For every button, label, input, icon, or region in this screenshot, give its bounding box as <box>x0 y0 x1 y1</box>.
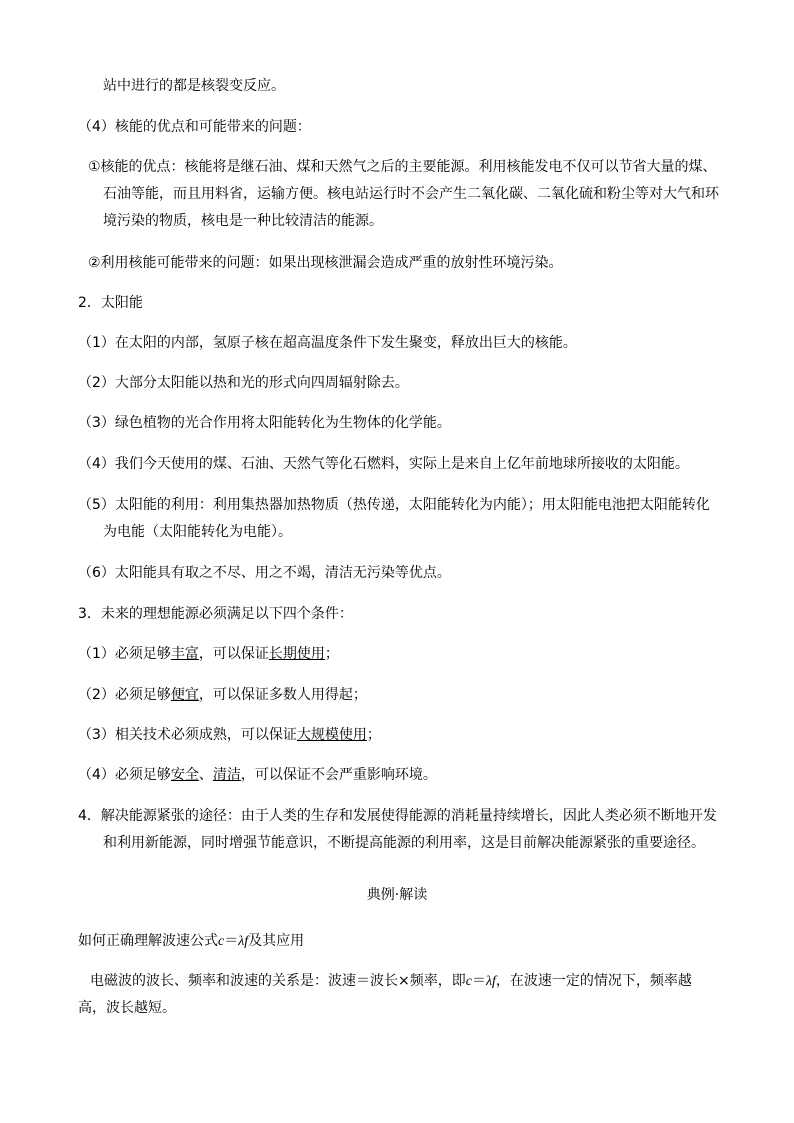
formula-symbol: c <box>465 974 472 989</box>
list-item: （1）在太阳的内部，氢原子核在超高温度条件下发生聚变，释放出巨大的核能。 <box>78 335 577 351</box>
text-line: ②利用核能可能带来的问题：如果出现核泄漏会造成严重的放射性环境污染。 <box>88 255 563 271</box>
text-line: 石油等能，而且用料省，运输方便。核电站运行时不会产生二氧化碳、二氧化硫和粉尘等对大气和环 <box>103 186 719 202</box>
list-item: （5）太阳能的利用：利用集热器加热物质（热传递，太阳能转化为内能）；用太阳能电池把太阳能转化 <box>78 497 710 513</box>
text-line: 为电能（太阳能转化为电能）。 <box>103 524 292 540</box>
formula-symbol: λf <box>485 974 496 989</box>
text-line: 电磁波的波长、频率和波速的关系是：波速＝波长×频率，即c＝λf，在波速一定的情况下，频率越 <box>90 973 692 989</box>
section-heading: 2．太阳能 <box>78 295 143 311</box>
text-line: ①核能的优点：核能将是继石油、煤和天然气之后的主要能源。利用核能发电不仅可以节省大量的煤、 <box>88 159 717 175</box>
text-line: 和利用新能源，同时增强节能意识，不断提高能源的利用率，这是目前解决能源紧张的重要途径。 <box>103 835 705 851</box>
formula-symbol: f <box>244 934 249 949</box>
list-item: （2）大部分太阳能以热和光的形式向四周辐射除去。 <box>78 375 409 391</box>
underlined-term: 大规模使用 <box>296 727 367 743</box>
list-item: （3）绿色植物的光合作用将太阳能转化为生物体的化学能。 <box>78 415 451 431</box>
section-heading: 4．解决能源紧张的途径：由于人类的生存和发展使得能源的消耗量持续增长，因此人类必须不断地开发 <box>78 808 717 824</box>
list-item: （4）我们今天使用的煤、石油、天然气等化石燃料，实际上是来自上亿年前地球所接收的太阳能。 <box>78 456 689 472</box>
underlined-term: 安全 <box>170 767 199 783</box>
formula-symbol: c <box>218 934 225 949</box>
list-item: （4）必须足够安全、清洁，可以保证不会严重影响环境。 <box>78 767 437 783</box>
list-item: （6）太阳能具有取之不尽、用之不竭，清洁无污染等优点。 <box>78 565 451 581</box>
list-item: （1）必须足够丰富，可以保证长期使用； <box>78 646 339 662</box>
underlined-term: 丰富 <box>170 646 199 662</box>
subsection-title: 如何正确理解波速公式c＝λf及其应用 <box>78 933 305 949</box>
text-line: 境污染的物质，核电是一种比较清洁的能源。 <box>103 213 383 229</box>
formula-symbol: λ <box>238 934 245 949</box>
underlined-term: 长期使用 <box>268 646 325 662</box>
underlined-term: 清洁 <box>212 767 241 783</box>
text-line: 站中进行的都是核裂变反应。 <box>103 78 285 94</box>
list-item: （3）相关技术必须成熟，可以保证大规模使用； <box>78 727 381 743</box>
section-heading: 3．未来的理想能源必须满足以下四个条件： <box>78 606 353 622</box>
underlined-term: 便宜 <box>170 687 199 703</box>
list-item: （2）必须足够便宜，可以保证多数人用得起； <box>78 687 367 703</box>
section-heading: （4）核能的优点和可能带来的问题： <box>78 119 311 135</box>
example-heading: 典例·解读 <box>366 887 428 903</box>
text-line: 高，波长越短。 <box>78 1000 176 1016</box>
